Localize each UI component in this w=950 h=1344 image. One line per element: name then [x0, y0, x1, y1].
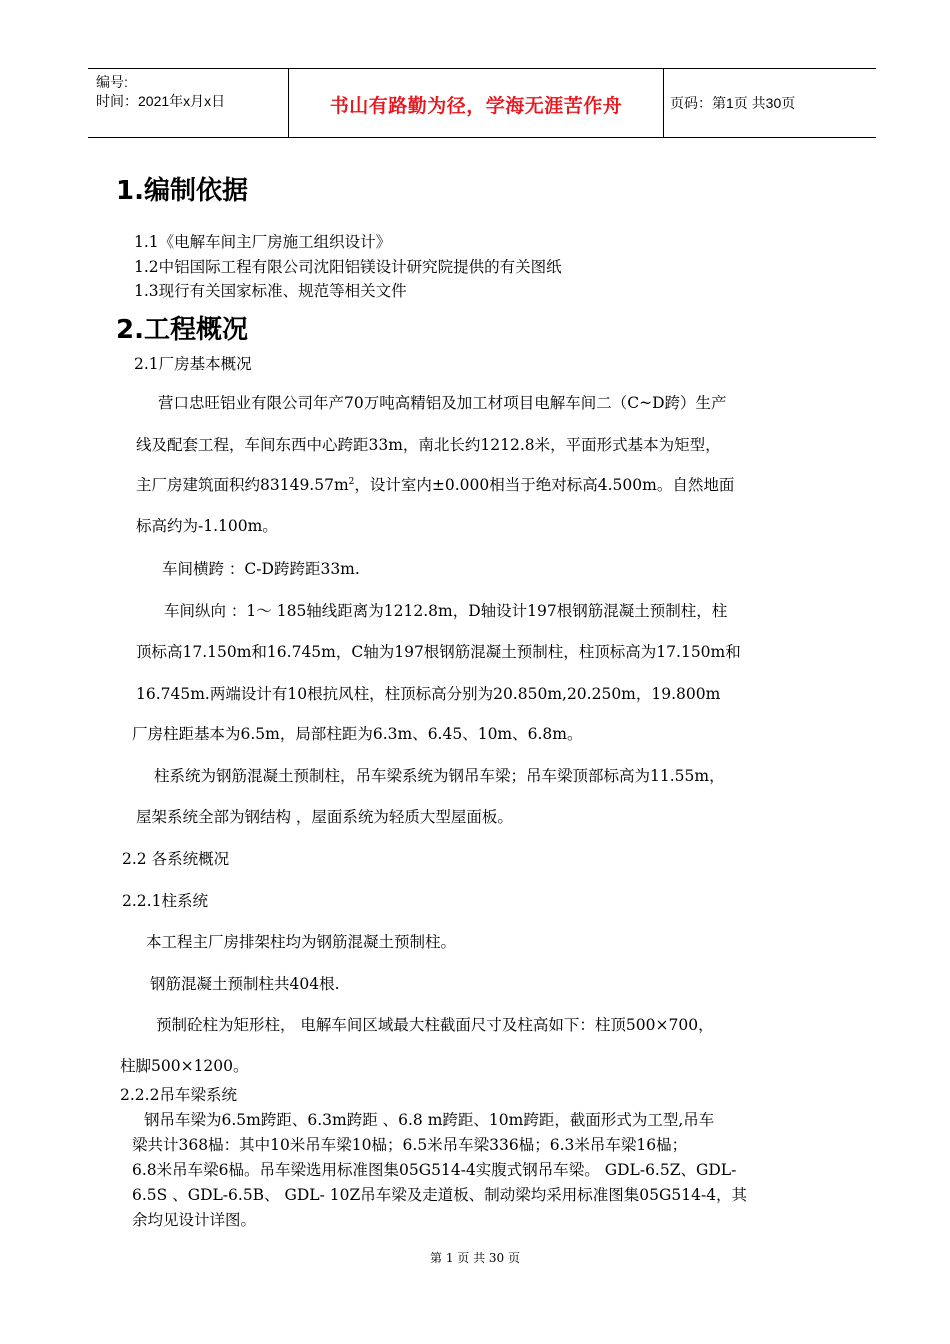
- section-1-title: 1.编制依据: [116, 176, 248, 206]
- column-system-line-1: 本工程主厂房排架柱均为钢筋混凝土预制柱。: [146, 933, 457, 951]
- longitudinal-line-1: 车间纵向 ：1～ 185轴线距离为1212.8m，D轴设计197根钢筋混凝土预制柱，柱: [164, 602, 728, 620]
- basis-item-2: 1.2中铝国际工程有限公司沈阳铝镁设计研究院提供的有关图纸: [134, 258, 562, 276]
- document-time: 时间：2021年x月x日: [96, 93, 226, 109]
- header-motto-cell: [288, 69, 664, 137]
- crane-beam-line-1: 钢吊车梁为6.5m跨距、6.3m跨距 、6.8 m跨距、10m跨距，截面形式为工型,吊车: [144, 1111, 715, 1129]
- area-superscript: 2: [348, 476, 355, 487]
- overview-line-4: 标高约为-1.100m。: [136, 517, 278, 535]
- longitudinal-line-2: 顶标高17.150m和16.745m，C轴为197根钢筋混凝土预制柱，柱顶标高为17.150m和: [136, 643, 741, 661]
- systems-line-1: 柱系统为钢筋混凝土预制柱，吊车梁系统为钢吊车梁；吊车梁顶部标高为11.55m，: [154, 767, 725, 785]
- column-size-line-2: 柱脚500×1200。: [120, 1057, 249, 1075]
- subsection-2-1: 2.1厂房基本概况: [134, 355, 252, 373]
- subsection-2-2-1: 2.2.1柱系统: [122, 892, 208, 910]
- column-size-line-1: 预制砼柱为矩形柱， 电解车间区域最大柱截面尺寸及柱高如下：柱顶500×700，: [156, 1016, 714, 1034]
- crane-beam-line-2: 梁共计368榀：其中10米吊车梁10榀；6.5米吊车梁336榀；6.3米吊车梁16榀；: [132, 1136, 688, 1154]
- header-table: [88, 68, 876, 138]
- systems-line-2: 屋架系统全部为钢结构 ，屋面系统为轻质大型屋面板。: [136, 808, 513, 826]
- header-motto: 书山有路勤为径，学海无涯苦作舟: [329, 95, 623, 117]
- crane-beam-line-3: 6.8米吊车梁6榀。吊车梁选用标准图集05G514-4实腹式钢吊车梁。 GDL-6.5Z、GDL-: [132, 1161, 737, 1179]
- header-meta: [96, 73, 292, 111]
- overview-line-1: 营口忠旺铝业有限公司年产70万吨高精铝及加工材项目电解车间二（C~D跨）生产: [158, 394, 727, 412]
- basis-item-1: 1.1《电解车间主厂房施工组织设计》: [134, 233, 392, 251]
- page-footer: 第 1 页 共 30 页: [430, 1251, 520, 1265]
- longitudinal-line-3: 16.745m.两端设计有10根抗风柱，柱顶标高分别为20.850m,20.250m，19.800m: [136, 685, 721, 703]
- subsection-2-2: 2.2 各系统概况: [122, 850, 230, 868]
- subsection-2-2-2: 2.2.2吊车梁系统: [120, 1086, 237, 1104]
- header-page-number: 页码：第1页 共30页: [670, 95, 796, 111]
- transverse-span: 车间横跨 ：C-D跨跨距33m.: [162, 560, 360, 578]
- document-number: 编号:: [96, 74, 128, 90]
- column-spacing: 厂房柱距基本为6.5m，局部柱距为6.3m、6.45、10m、6.8m。: [132, 725, 583, 743]
- overview-line-3: 主厂房建筑面积约$83149.57m^2$，设计室内±0.000相当于绝对标高4.500m。自然地面: [136, 476, 735, 494]
- column-system-line-2: 钢筋混凝土预制柱共404根.: [150, 975, 340, 993]
- basis-item-3: 1.3现行有关国家标准、规范等相关文件: [134, 282, 407, 300]
- overview-line-2: 线及配套工程，车间东西中心跨距33m，南北长约1212.8米，平面形式基本为矩型，: [136, 436, 721, 454]
- crane-beam-line-4: 6.5S 、GDL-6.5B、 GDL- 10Z吊车梁及走道板、制动梁均采用标准图集05G514-4，其: [132, 1186, 748, 1204]
- crane-beam-line-5: 余均见设计详图。: [132, 1211, 257, 1229]
- section-2-title: 2.工程概况: [116, 315, 248, 345]
